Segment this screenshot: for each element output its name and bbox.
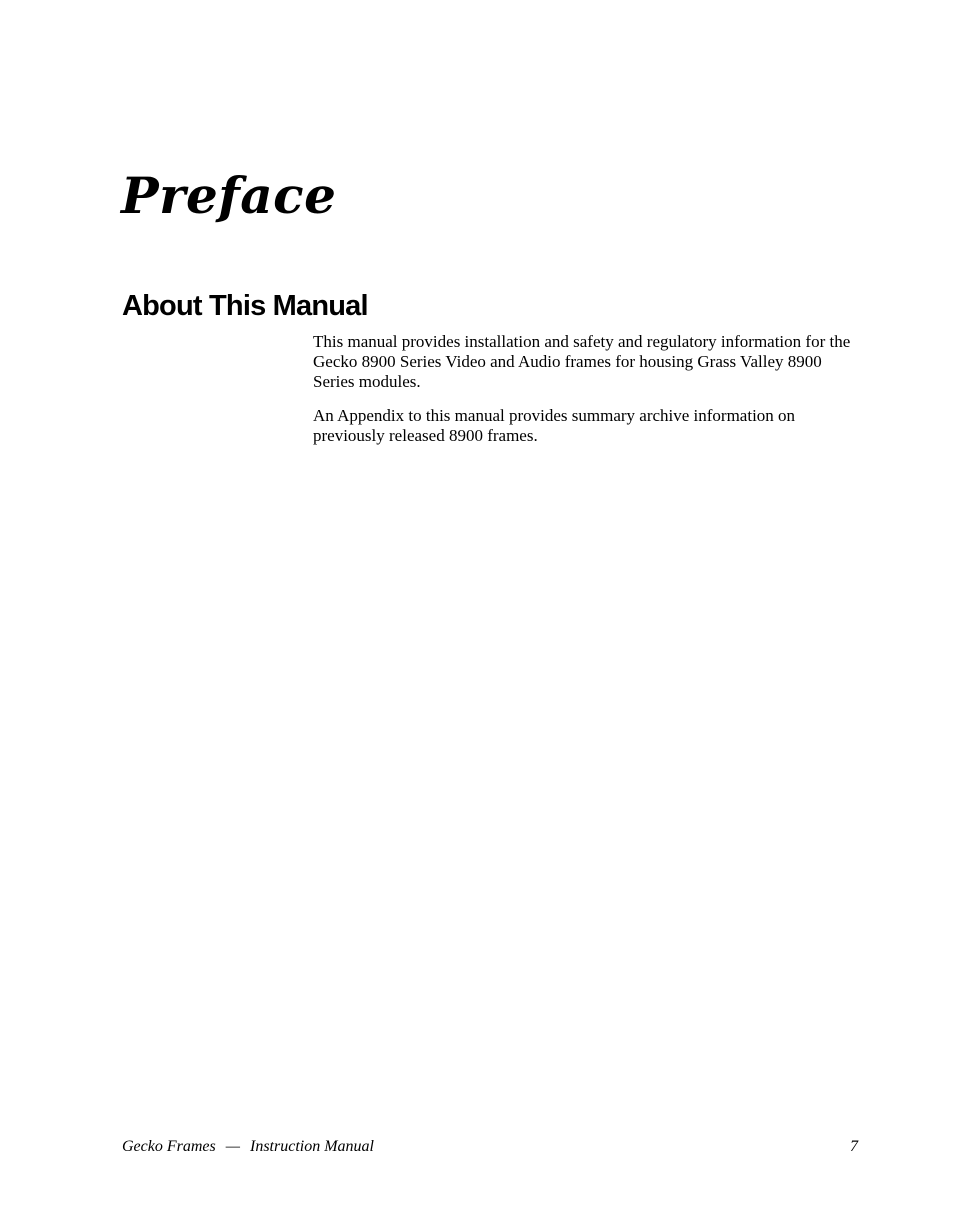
chapter-title: Preface <box>121 166 337 225</box>
footer-product: Gecko Frames <box>122 1138 216 1155</box>
section-body <box>313 332 861 460</box>
section-heading: About This Manual <box>122 290 368 322</box>
footer-document-title <box>122 1137 374 1157</box>
paragraph-appendix: An Appendix to this manual provides summary archive information on previously released 8900 frames. <box>313 406 796 445</box>
page-number: 7 <box>850 1138 858 1155</box>
footer-document: Instruction Manual <box>249 1138 374 1155</box>
footer-separator: — <box>225 1138 240 1155</box>
paragraph-intro: This manual provides installation and safety and regulatory information for the Gecko 8900 Series Video and Audio frames for housing Grass Valley 8900 Series modules. <box>313 332 851 391</box>
